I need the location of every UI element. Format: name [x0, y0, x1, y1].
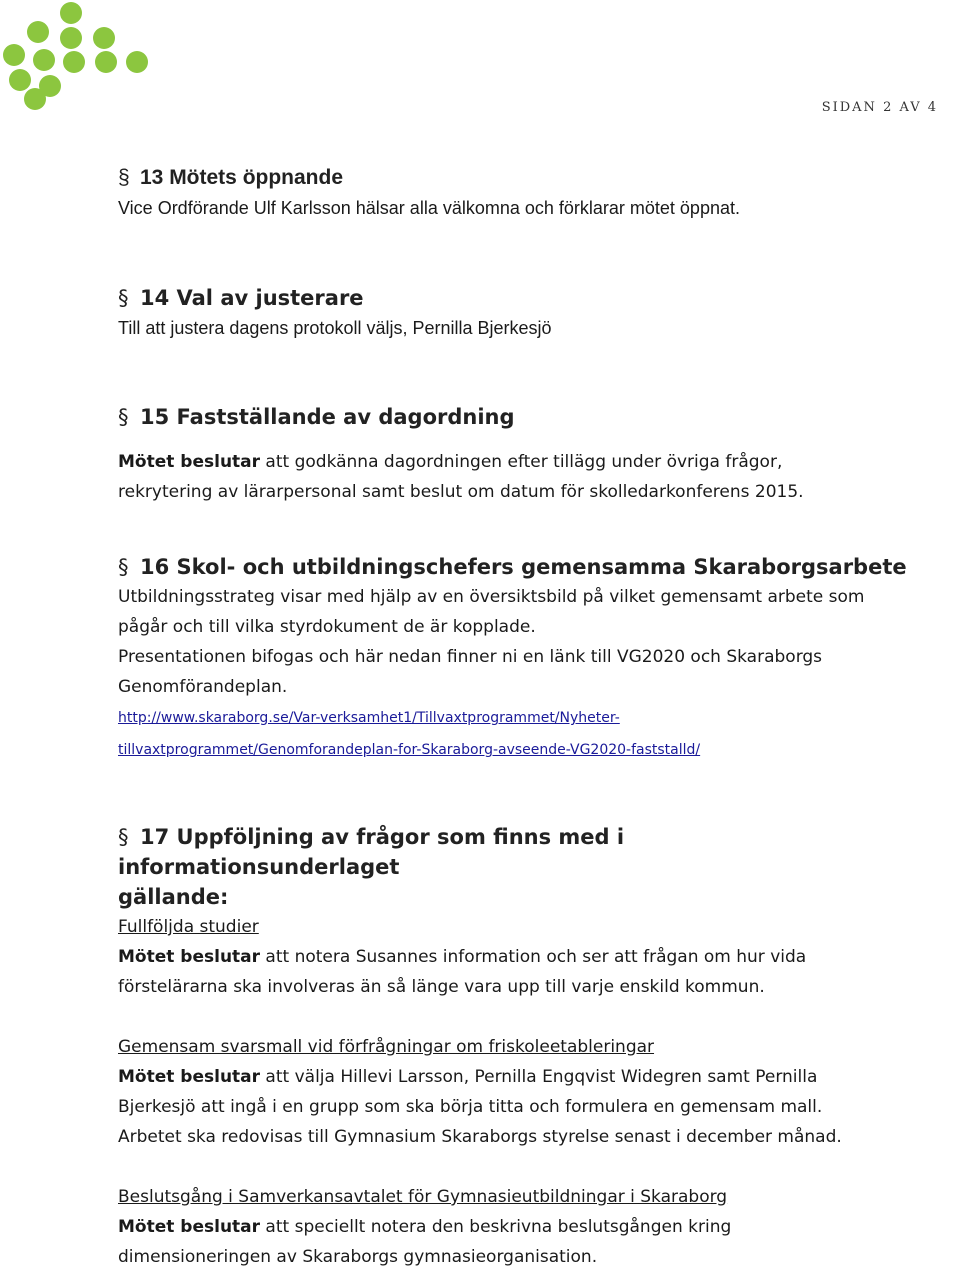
section-13-title: 13 Mötets öppnande — [140, 166, 344, 189]
page-number: SIDAN 2 AV 4 — [821, 100, 938, 115]
topic-line: dimensioneringen av Skaraborgs gymnasieorganisation. — [118, 1247, 598, 1267]
section-16-line: Utbildningsstrateg visar med hjälp av en översiktsbild på vilket gemensamt arbete som — [118, 587, 865, 607]
section-14-body: Till att justera dagens protokoll väljs, Pernilla Bjerkesjö — [118, 318, 552, 338]
topic-heading: Gemensam svarsmall vid förfrågningar om friskoleetableringar — [118, 1037, 655, 1057]
section-sign-icon: § — [118, 166, 130, 189]
section-16-title: 16 Skol- och utbildningschefers gemensamma Skaraborgsarbete — [140, 555, 907, 579]
section-13 — [118, 163, 740, 223]
topic-heading: Fullföljda studier — [118, 917, 259, 937]
decision-label: Mötet beslutar — [118, 452, 261, 472]
decision-label: Mötet beslutar — [118, 947, 261, 967]
section-15-title: 15 Fastställande av dagordning — [140, 405, 515, 429]
topic-line: att speciellt notera den beskrivna beslutsgången kring — [260, 1217, 732, 1237]
topic-line: Arbetet ska redovisas till Gymnasium Skaraborgs styrelse senast i december månad. — [118, 1127, 842, 1147]
section-17-title-cont: informationsunderlaget — [118, 855, 400, 879]
section-16-line: Genomförandeplan. — [118, 677, 288, 697]
genomforandeplan-link-continued[interactable]: tillvaxtprogrammet/Genomforandeplan-for-Skaraborg-avseende-VG2020-faststalld/ — [118, 742, 701, 758]
topic-line: Bjerkesjö att ingå i en grupp som ska börja titta och formulera en gemensam mall. — [118, 1097, 823, 1117]
section-sign-icon: § — [118, 555, 129, 579]
section-16-line: pågår och till vilka styrdokument de är kopplade. — [118, 617, 536, 637]
topic-line: att notera Susannes information och ser att frågan om hur vida — [260, 947, 807, 967]
section-17-title: 17 Uppföljning av frågor som finns med i — [140, 825, 625, 849]
topic-line: att välja Hillevi Larsson, Pernilla Engqvist Widegren samt Pernilla — [260, 1067, 818, 1087]
section-16 — [118, 552, 907, 766]
section-15-line: att godkänna dagordningen efter tillägg under övriga frågor, — [260, 452, 783, 472]
section-17-title-cont: gällande: — [118, 885, 229, 909]
section-17 — [118, 822, 842, 1272]
topic-heading: Beslutsgång i Samverkansavtalet för Gymnasieutbildningar i Skaraborg — [118, 1187, 728, 1207]
genomforandeplan-link[interactable]: http://www.skaraborg.se/Var-verksamhet1/Tillvaxtprogrammet/Nyheter- — [118, 710, 620, 726]
section-sign-icon: § — [118, 825, 129, 849]
section-sign-icon: § — [118, 405, 129, 429]
section-13-body: Vice Ordförande Ulf Karlsson hälsar alla välkomna och förklarar mötet öppnat. — [118, 198, 740, 218]
decision-label: Mötet beslutar — [118, 1217, 261, 1237]
section-15 — [118, 402, 804, 507]
section-sign-icon: § — [118, 286, 129, 310]
section-14-title: 14 Val av justerare — [140, 286, 364, 310]
topic-line: förstelärarna ska involveras än så länge vara upp till varje enskild kommun. — [118, 977, 765, 997]
section-15-line: rekrytering av lärarpersonal samt beslut om datum för skolledarkonferens 2015. — [118, 482, 804, 502]
section-14 — [118, 283, 552, 343]
decision-label: Mötet beslutar — [118, 1067, 261, 1087]
organization-logo — [0, 0, 150, 112]
section-16-line: Presentationen bifogas och här nedan finner ni en länk till VG2020 och Skaraborgs — [118, 647, 823, 667]
